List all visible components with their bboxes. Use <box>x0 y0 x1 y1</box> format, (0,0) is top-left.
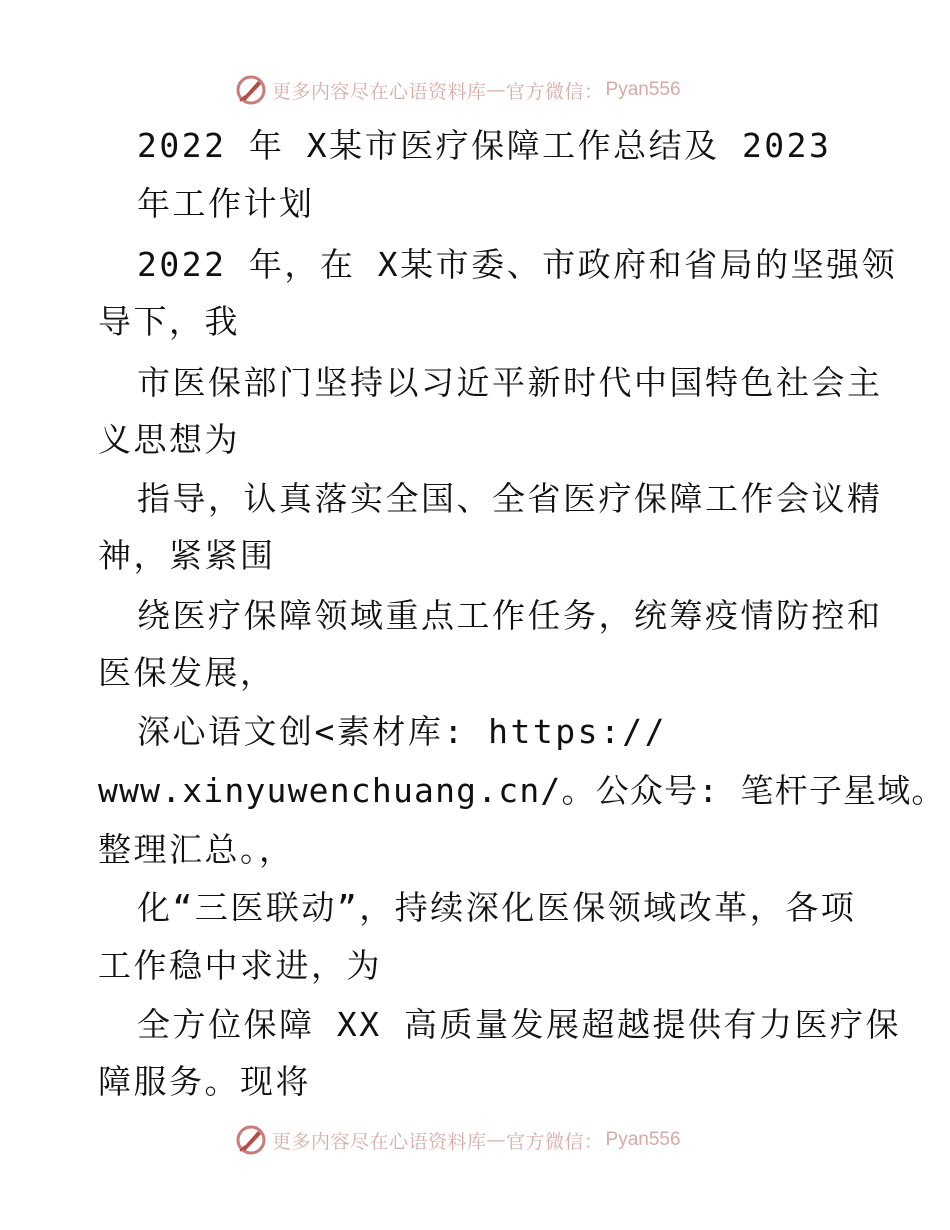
feather-pen-logo-icon <box>234 1123 268 1157</box>
header-wechat-label: 官方微信： <box>506 80 604 103</box>
paragraph-line: 工作稳中求进，为 <box>98 946 382 985</box>
paragraph-line: 整理汇总。， <box>98 830 295 869</box>
paragraph-line: 神，紧紧围 <box>98 536 276 575</box>
paragraph-line: 障服务。现将 <box>98 1062 311 1101</box>
paragraph-line: 市医保部门坚持以习近平新时代中国特色社会主 <box>137 363 883 402</box>
footer-wechat-label: 官方微信： <box>506 1130 604 1153</box>
paragraph-line: 全方位保障 XX 高质量发展超越提供有力医疗保 <box>137 1005 901 1044</box>
header-dash: — <box>486 79 507 101</box>
paragraph-line: 绕医疗保障领域重点工作任务，统筹疫情防控和 <box>137 596 883 635</box>
paragraph-line: 医保发展， <box>98 653 276 692</box>
paragraph-line: 义思想为 <box>98 420 240 459</box>
footer-brand-text: 更多内容尽在心语资料库 <box>272 1130 487 1153</box>
header-wechat-id: Pyan556 <box>605 79 681 100</box>
footer-wechat-id: Pyan556 <box>605 1129 681 1150</box>
header-brand-text: 更多内容尽在心语资料库 <box>272 80 487 103</box>
paragraph-line: 导下，我 <box>98 302 240 341</box>
footer-watermark-banner <box>0 1118 950 1162</box>
paragraph-line: 指导，认真落实全国、全省医疗保障工作会议精 <box>137 479 883 518</box>
paragraph-line: 化“三医联动”，持续深化医保领域改革，各项 <box>137 888 857 927</box>
paragraph-line: 深心语文创<素材库: https:// <box>137 712 668 751</box>
footer-dash: — <box>486 1129 507 1151</box>
document-title-line-2: 年工作计划 <box>137 184 315 223</box>
document-title-line-1: 2022 年 X某市医疗保障工作总结及 2023 <box>137 126 832 165</box>
paragraph-line: 2022 年，在 X某市委、市政府和省局的坚强领 <box>137 245 898 284</box>
paragraph-line: www.xinyuwenchuang.cn/。公众号: 笔杆子星域。 <box>98 771 946 810</box>
